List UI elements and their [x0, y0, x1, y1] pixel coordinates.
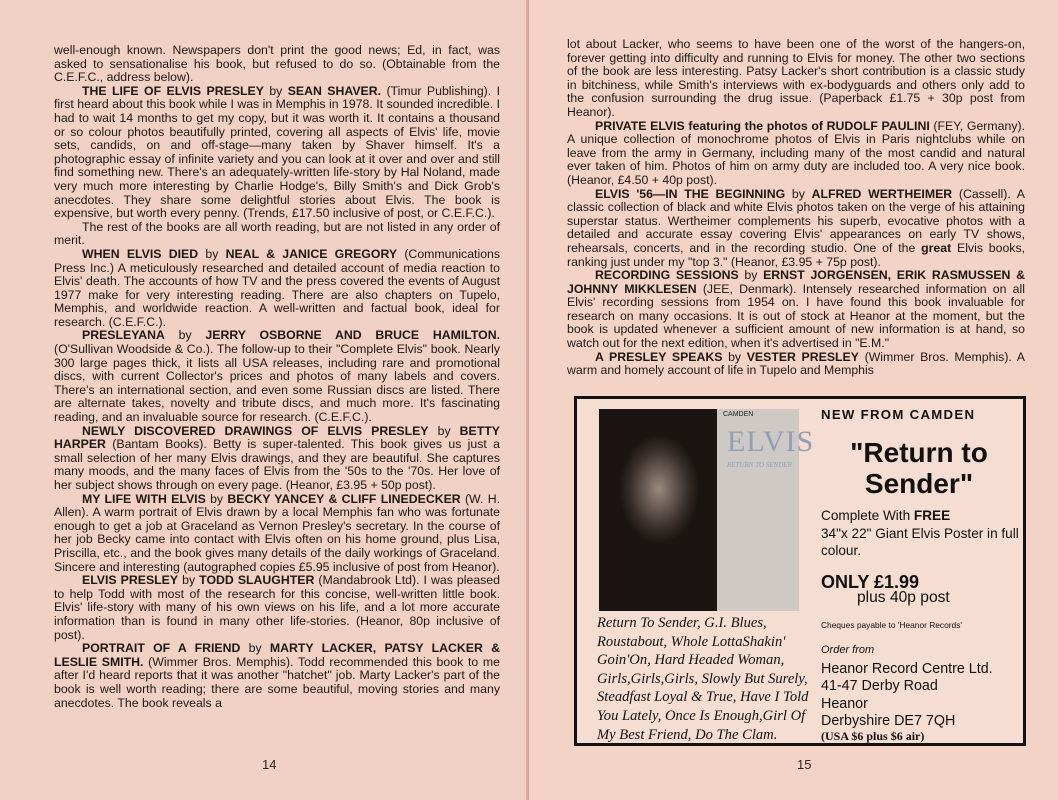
book-author: BETTY HARPER	[54, 423, 500, 452]
book-review: THE LIFE OF ELVIS PRESLEY by SEAN SHAVER. (Timur Publishing). I first heard about this book while I was in Memphis in 1978. It sounded incredible. I had to wait 14 months to get my copy, but it was worth it. It contains a thousand or so colour photos beautifully printed, covering all aspects of Elvis' life, movie sets, candids, on and off-stage—many taken by Shaver himself. It's a photographic essay of infinite variety and you can look at it over and over and still find something new. There's an adequately-written life-story by Hal Noland, made very much more interesting by Charlie Hodge's, Billy Smith's and Dick Grob's anecdotes. They share some delightful stories about Elvis. The book is expensive, but worth every penny. (Trends, £17.50 inclusive of post, or C.E.F.C.).	[54, 83, 500, 221]
book-review: WHEN ELVIS DIED by NEAL & JANICE GREGORY (Communications Press Inc.) A meticulously researched and detailed account of media reaction to Elvis' death. The accounts of how TV and the press covered the events of August 1977 make for very interesting reading. There are also chapters on Tupelo, Memphis, and worldwide reaction. A well-written and factual book, ideal for research. (C.E.F.C.).	[54, 246, 501, 329]
right-page	[529, 0, 1058, 800]
left-page	[0, 0, 528, 800]
book-author: JERRY OSBORNE AND BRUCE HAMILTON.	[205, 328, 500, 343]
price: ONLY £1.99	[821, 572, 920, 592]
book-review: NEWLY DISCOVERED DRAWINGS OF ELVIS PRESLEY by BETTY HARPER (Bantam Books). Betty is super-talented. This book gives us just a small selection of her many Elvis drawings, and they are beautiful. She captures many moods, and the many faces of Elvis from the '50s to the '70s. Her love of her subject shows through on every page. (Heanor, £3.95 + 50p post).	[54, 423, 500, 492]
book-review: ELVIS PRESLEY by TODD SLAUGHTER (Mandabrook Ltd). I was pleased to help Todd with most of the research for this concise, well-written little book. Elvis' life-story with many of his own views on his life, and a lot more accurate information than is found in many other life-stories. (Heanor, 80p inclusive of post).	[54, 573, 500, 642]
cover-label: CAMDEN	[723, 411, 754, 418]
book-author: VESTER PRESLEY	[746, 349, 859, 364]
book-title: WHEN ELVIS DIED	[82, 246, 199, 261]
book-author: BECKY YANCEY & CLIFF LINEDECKER	[227, 491, 461, 506]
album-cover-image	[599, 409, 815, 611]
emphasis: great	[921, 240, 952, 255]
page-number: 14	[262, 757, 277, 772]
book-author: ERNST JORGENSEN, ERIK RASMUSSEN & JOHNNY MIKKLESEN	[567, 268, 1025, 296]
book-title: THE LIFE OF ELVIS PRESLEY	[82, 83, 264, 98]
order-address	[821, 661, 993, 730]
page-number: 15	[797, 757, 812, 772]
ad-title-line: Sender"	[864, 468, 974, 499]
book-title: A PRESLEY SPEAKS	[595, 349, 723, 364]
record-advertisement	[574, 396, 1026, 746]
book-review: A PRESLEY SPEAKS by VESTER PRESLEY (Wimmer Bros. Memphis). A warm and homely account of life in Tupelo and Memphis	[567, 349, 1025, 378]
cover-title: ELVIS	[727, 425, 815, 458]
usa-price: (USA $6 plus $6 air)	[821, 729, 925, 743]
book-author: ALFRED WERTHEIMER	[811, 186, 953, 201]
book-review: MY LIFE WITH ELVIS by BECKY YANCEY & CLIFF LINEDECKER (W. H. Allen). A warm portrait of Elvis drawn by a local Memphis fan who was fortunate enough to get a job at Graceland as Vernon Presley's secretary. In the course of her job Becky came into contact with Elvis often on his home ground, plus Lisa, Priscilla, etc., and the book gives many details of the daily workings of Graceland. Sincere and interesting (autographed copies £5.95 inclusive of post from Heanor).	[54, 491, 500, 574]
address-line: Heanor	[821, 695, 868, 712]
book-title: PORTRAIT OF A FRIEND	[82, 641, 241, 656]
book-title: NEWLY DISCOVERED DRAWINGS OF ELVIS PRESLEY	[82, 423, 429, 438]
order-label: Order from	[821, 644, 875, 656]
book-author: SEAN SHAVER.	[287, 83, 382, 98]
book-title: RECORDING SESSIONS	[595, 268, 739, 283]
right-column	[567, 38, 1025, 378]
book-title: ELVIS PRESLEY	[82, 573, 179, 588]
address-line: Derbyshire DE7 7QH	[821, 712, 956, 729]
address-line: Heanor Record Centre Ltd.	[821, 661, 993, 677]
book-title: PRIVATE ELVIS featuring the photos of RUDOLF PAULINI	[595, 118, 930, 133]
book-review: RECORDING SESSIONS by ERNST JORGENSEN, ERIK RASMUSSEN & JOHNNY MIKKLESEN (JEE, Denmark). Intensely researched information on all Elvis' recording sessions from 1954 on. I have found this book invaluable for research on many occasions. It is out of stock at Heanor at the moment, but the book is updated whenever a sufficient amount of new information is at hand, so watch out for the next edition, when it's advertised in "E.M."	[567, 268, 1025, 351]
book-author: NEAL & JANICE GREGORY	[225, 246, 398, 261]
book-review: PORTRAIT OF A FRIEND by MARTY LACKER, PATSY LACKER & LESLIE SMITH. (Wimmer Bros. Memphis). Todd recommended this book to me after I'd heard reports that it was another "hatchet" job. Marty Lacker's part of the book is well worth reading; there are some beautiful, moving stories and many anecdotes. The book reveals a	[54, 641, 500, 710]
payment-note: Cheques payable to 'Heanor Records'	[821, 620, 963, 630]
track-list: Return To Sender, G.I. Blues, Roustabout, Whole LottaShakin' Goin'On, Hard Headed Woman, Girls,Girls,Girls, Slowly But Surely, Steadfast Loyal & True, Have I Told You Lately, Once Is Enough,Girl Of My Best Friend, Do The Clam.	[597, 615, 809, 743]
book-review: ELVIS '56—IN THE BEGINNING by ALFRED WERTHEIMER (Cassell). A classic collection of black and white Elvis photos taken on the verge of his attaining superstar status. Wertheimer complements his superb, evocative photos with a detailed and accurate essay covering Elvis' appearances on early TV shows, rehearsals, concerts, and in the recording studio. One of the great Elvis books, ranking just under my "top 3." (Heanor, £3.95 + 75p post).	[567, 186, 1026, 269]
book-author: MARTY LACKER, PATSY LACKER & LESLIE SMITH.	[54, 641, 500, 669]
ad-title-line: "Return to	[850, 437, 988, 468]
postage: plus 40p post	[857, 589, 950, 606]
cover-subtitle: RETURN TO SENDER	[727, 461, 792, 469]
book-review: PRESLEYANA by JERRY OSBORNE AND BRUCE HAMILTON. (O'Sullivan Woodside & Co.). The follow-up to their "Complete Elvis" book. Nearly 300 large pages thick, it lists all USA releases, including rare and promotional discs, with current Collector's prices and photos of many labels and covers. There's an international section, and even some Russian discs are listed. There are alternate takes, novelty and tribute discs, and much more. It's fascinating reading, and an invaluable source for research. (C.E.F.C.).	[54, 328, 500, 425]
paragraph: well-enough known. Newspapers don't print the good news; Ed, in fact, was asked to sensationalise his book, but refused to do so. (Obtainable from the C.E.F.C., address below).	[54, 43, 500, 85]
ad-kicker: NEW FROM CAMDEN	[821, 407, 976, 422]
book-review: PRIVATE ELVIS featuring the photos of RUDOLF PAULINI (FEY, Germany). A unique collection of monochrome photos of Elvis in Paris nightclubs while on leave from the army in Germany, including many of the most candid and natural ever taken of him. Photos of him on army duty are included too. A very nice book. (Heanor, £4.50 + 40p post).	[567, 118, 1025, 187]
book-title: PRESLEYANA	[82, 328, 165, 343]
ad-title	[819, 437, 1019, 499]
paragraph: lot about Lacker, who seems to have been one of the worst of the hangers-on, forever getting into difficulty and running to Elvis for money. The other two sections of the book are less interesting. Patsy Lacker's short contribution is a classic study in bitchiness, while Smith's interviews with ex-bodyguards and others only add to the confusion surrounding the drug issue. (Paperback £1.75 + 30p post from Heanor).	[567, 37, 1025, 119]
address-line: 41-47 Derby Road	[821, 678, 938, 695]
left-column	[54, 44, 500, 710]
book-author: TODD SLAUGHTER	[199, 573, 315, 588]
book-title: MY LIFE WITH ELVIS	[82, 491, 206, 506]
free-label: FREE	[913, 508, 951, 523]
paragraph: The rest of the books are all worth reading, but are not listed in any order of merit.	[54, 219, 500, 248]
elvis-portrait-photo	[599, 409, 719, 611]
offer-text: Complete With FREE 34"x 22" Giant Elvis Poster in full colour.	[821, 508, 1019, 558]
book-title: ELVIS '56—IN THE BEGINNING	[595, 186, 786, 201]
